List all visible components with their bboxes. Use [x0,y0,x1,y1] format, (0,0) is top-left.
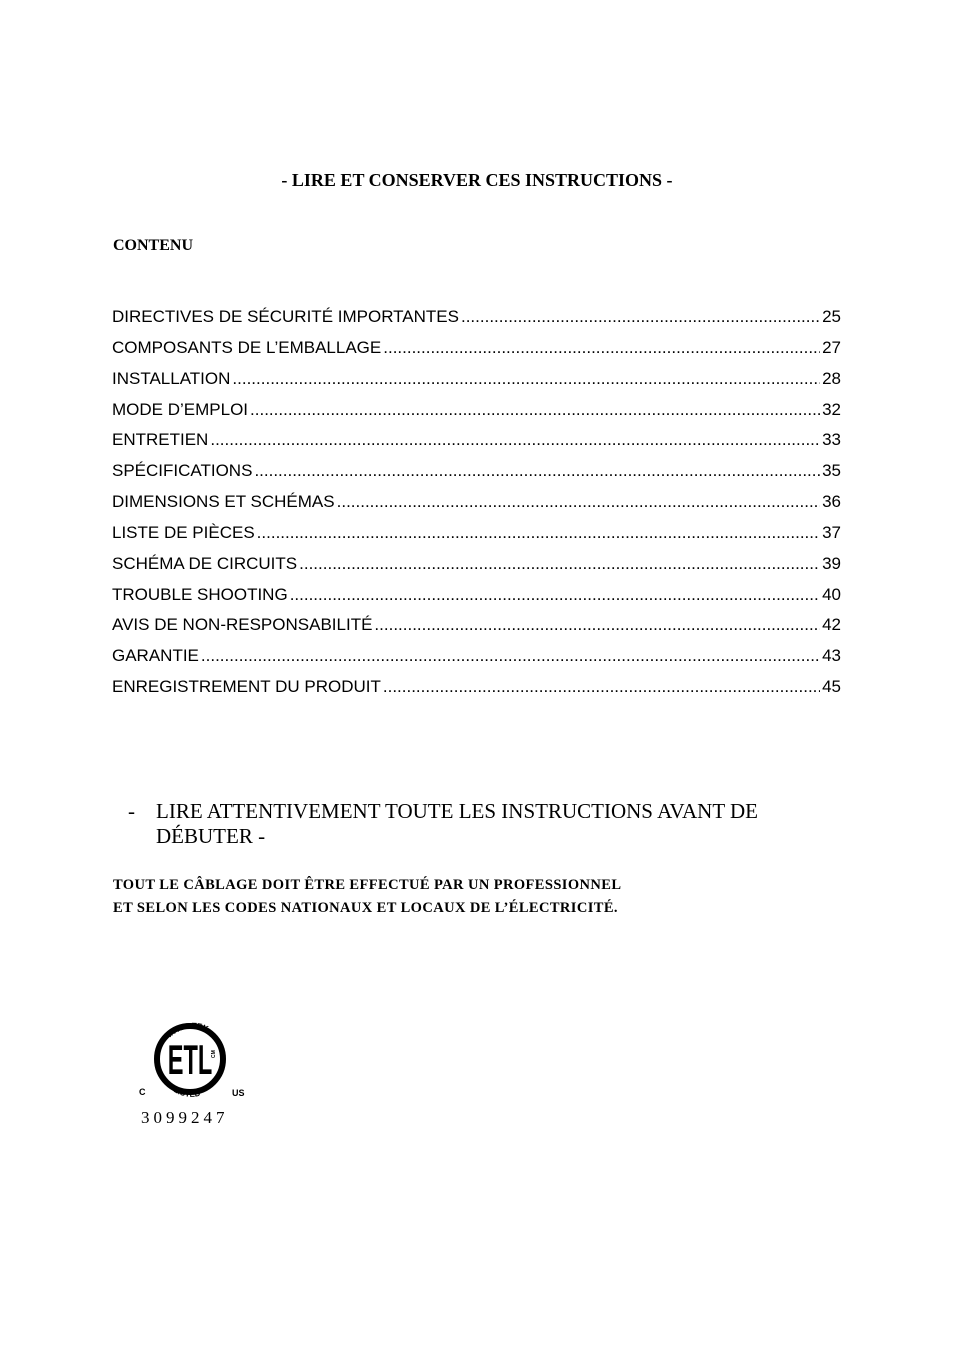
toc-leader-dots [210,430,820,450]
toc-leader-dots [232,369,820,389]
toc-leader-dots [383,677,820,697]
toc-entry-title: INSTALLATION [112,368,231,388]
toc-entry-page: 27 [822,337,841,357]
toc-entry [112,554,841,585]
toc-entry-page: 43 [822,646,841,666]
toc-entry-title: ENTRETIEN [112,430,209,450]
toc-entry-title: DIMENSIONS ET SCHÉMAS [112,492,335,512]
logo-center-text: ETL [167,1037,213,1085]
toc-entry-page: 39 [822,553,841,573]
toc-entry-page: 42 [822,615,841,635]
toc-entry [112,677,841,708]
svg-text:LISTED [172,1085,201,1099]
toc-entry [112,400,841,431]
toc-entry-title: COMPOSANTS DE L’EMBALLAGE [112,337,382,357]
toc-entry [112,615,841,646]
toc-entry [112,430,841,461]
toc-entry-page: 45 [822,677,841,697]
toc-entry-page: 36 [822,492,841,512]
toc-entry-title: LISTE DE PIÈCES [112,522,255,542]
toc-leader-dots [254,461,820,481]
toc-entry-title: MODE D’EMPLOI [112,399,249,419]
toc-entry-title: GARANTIE [112,646,199,666]
toc-entry-title: DIRECTIVES DE SÉCURITÉ IMPORTANTES [112,307,459,326]
toc-entry [112,307,841,338]
toc-entry-title: SCHÉMA DE CIRCUITS [112,553,298,573]
toc-leader-dots [257,523,820,543]
toc-leader-dots [337,492,820,512]
table-of-contents [112,307,841,708]
toc-entry-page: 37 [822,522,841,542]
toc-entry-title: SPÉCIFICATIONS [112,461,253,481]
toc-entry-page: 35 [822,461,841,481]
read-instructions-notice [128,799,828,849]
toc-entry [112,461,841,492]
logo-bottom-text: LISTED [172,1085,202,1099]
toc-entry [112,585,841,616]
toc-entry [112,369,841,400]
toc-leader-dots [250,400,820,420]
toc-entry [112,492,841,523]
warning-line-2: ET SELON LES CODES NATIONAUX ET LOCAUX DE L’ÉLECTRICITÉ. [113,900,618,916]
page-heading: - LIRE ET CONSERVER CES INSTRUCTIONS - [281,170,673,190]
logo-right-text: US [232,1088,245,1098]
wiring-warning [113,874,853,920]
toc-entry [112,646,841,677]
toc-entry [112,523,841,554]
notice-text: LIRE ATTENTIVEMENT TOUTE LES INSTRUCTIONS AVANT DE DÉBUTER - [156,799,759,848]
toc-leader-dots [299,554,820,574]
toc-leader-dots [383,338,820,358]
toc-entry-page: 28 [822,368,841,388]
toc-entry-page: 32 [822,399,841,419]
etl-listed-mark-icon [134,1012,250,1112]
toc-leader-dots [374,615,820,635]
certification-number: 3099247 [141,1108,229,1127]
toc-entry-title: AVIS DE NON-RESPONSABILITÉ [112,615,373,635]
toc-entry-page: 25 [822,307,841,326]
warning-line-1: TOUT LE CÂBLAGE DOIT ÊTRE EFFECTUÉ PAR UN PROFESSIONNEL [113,877,622,893]
logo-small-text: CM [211,1050,217,1058]
toc-entry-page: 33 [822,430,841,450]
toc-entry-title: ENREGISTREMENT DU PRODUIT [112,677,381,697]
notice-dash: - [128,799,135,823]
contents-title: CONTENU [113,237,194,254]
toc-entry-page: 40 [822,584,841,604]
toc-leader-dots [461,307,820,327]
toc-leader-dots [201,646,820,666]
toc-entry [112,338,841,369]
logo-top-text: INTERTEK [165,1021,210,1040]
toc-entry-title: TROUBLE SHOOTING [112,584,288,604]
toc-leader-dots [290,585,820,605]
logo-left-text: C [139,1087,146,1097]
